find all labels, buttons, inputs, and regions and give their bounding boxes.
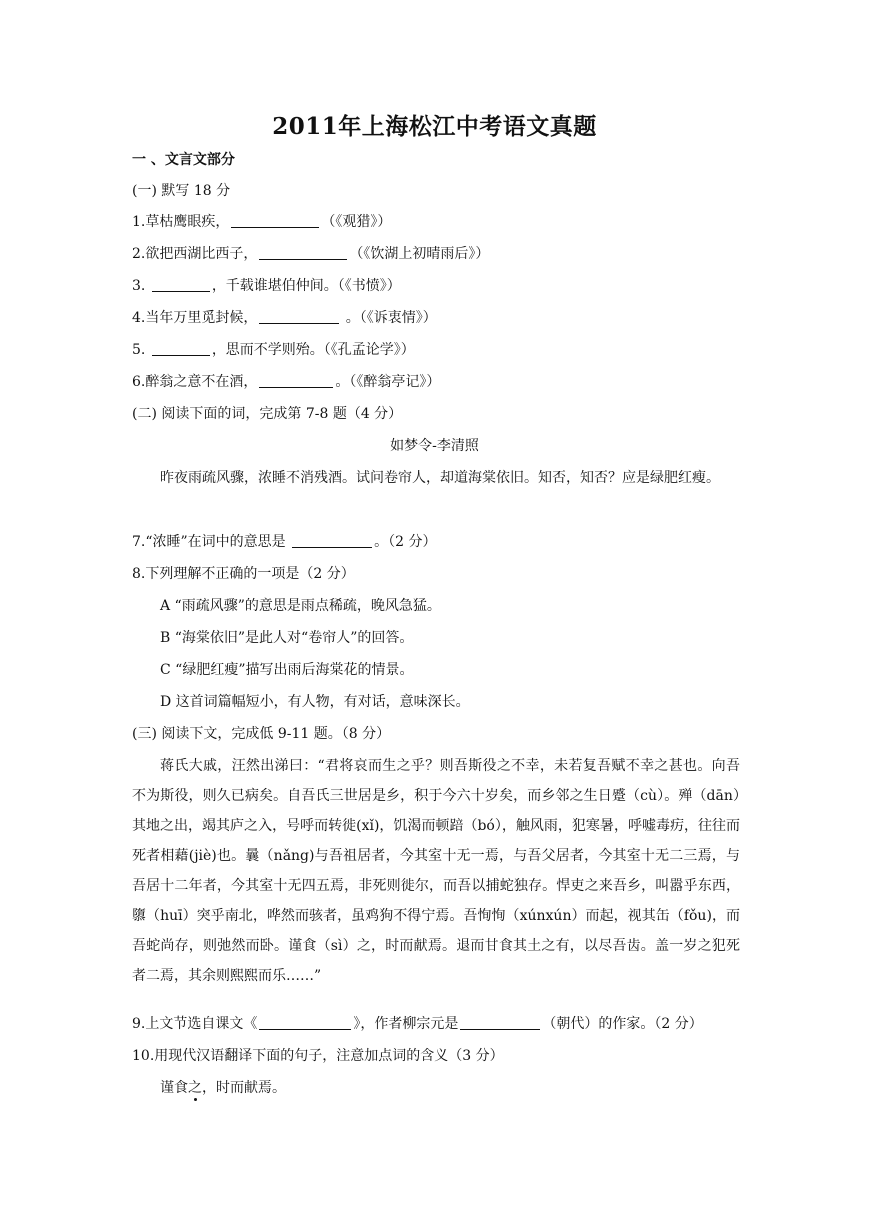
answer-blank [152,341,210,356]
classical-passage: 蒋氏大戚，汪然出涕曰：“君将哀而生之乎？则吾斯役之不幸，未若复吾赋不幸之甚也。向吾不为斯役，则久已病矣。自吾氏三世居是乡，积于今六十岁矣，而乡邻之生日蹙（cù）。殚（dān）其地之出，竭其庐之入，号呼而转徙(xǐ)，饥渴而顿踣（bó），触风雨，犯寒暑，呼嘘毒疠，往往而死者相藉(jiè)也。曩（nǎng)与吾祖居者，今其室十无一焉，与吾父居者，今其室十无二三焉，与吾居十二年者，今其室十无四五焉，非死则徙尔，而吾以捕蛇独存。悍吏之来吾乡，叫嚣乎东西，隳（huī）突乎南北，哗然而骇者，虽鸡狗不得宁焉。吾恂恂（xúnxún）而起，视其缶（fǒu)，而吾蛇尚存，则弛然而卧。谨食（sì）之，时而献焉。退而甘食其土之有，以尽吾齿。盖一岁之犯死者二焉，其余则熙熙而乐……” [132,758,740,984]
question-7 [132,532,436,552]
q7-text-after: 。（2 分） [374,534,437,550]
q4-text-after: 。（《诉衷情》） [341,310,437,326]
q1-text-after: （《观猎》） [321,214,392,230]
question-8: 8.下列理解不正确的一项是（2 分） [132,566,355,582]
q7-text-before: 7.“浓睡”在词中的意思是 [132,534,291,550]
q6-text-after: 。（《醉翁亭记》） [335,374,441,390]
question-1 [132,212,391,232]
question-2 [132,244,489,264]
answer-blank-dynasty [460,1015,540,1030]
part1-heading: (一) 默写 18 分 [132,183,231,199]
question-4 [132,308,437,328]
option-c: C “绿肥红瘦”描写出雨后海棠花的情景。 [160,662,414,678]
section-heading: 一 、文言文部分 [132,152,235,168]
dotted-word: 之 [188,1080,202,1096]
option-a: A “雨疏风骤”的意思是雨点稀疏，晚风急猛。 [160,598,441,614]
q3-text-after: ，千载谁堪伯仲间。（《书愤》） [211,278,401,294]
option-d: D 这首词篇幅短小，有人物，有对话，意味深长。 [160,694,470,710]
question-5 [132,340,415,360]
q5-text-after: ，思而不学则殆。（《孔孟论学》） [211,342,415,358]
q1-text-before: 1.草枯鹰眼疾， [132,214,230,230]
sentence-part-a: 谨食 [160,1080,188,1096]
part2-heading: (二) 阅读下面的词，完成第 7-8 题（4 分） [132,406,403,422]
answer-blank-title [259,1015,351,1030]
q4-text-before: 4.当年万里觅封候， [132,310,258,326]
poem-title: 如梦令-李清照 [390,438,479,454]
sentence-part-b: ，时而献焉。 [202,1080,286,1096]
question-6 [132,372,440,392]
q9-text-1: 9.上文节选自课文《 [132,1016,258,1032]
question-9 [132,1014,703,1034]
answer-blank [231,213,319,228]
answer-blank [259,309,339,324]
poem-text: 昨夜雨疏风骤，浓睡不消残酒。试问卷帘人，却道海棠依旧。知否，知否？应是绿肥红瘦。 [160,470,720,486]
q2-text-before: 2.欲把西湖比西子， [132,246,258,262]
answer-blank [259,373,333,388]
answer-blank [259,245,347,260]
translation-sentence [160,1078,286,1098]
part3-heading: (三) 阅读下文，完成低 9-11 题。（8 分） [132,726,391,742]
q2-text-after: （《饮湖上初晴雨后》） [349,246,490,262]
page-title: 2011年上海松江中考语文真题 [272,113,597,140]
q3-text-before: 3. [132,278,150,294]
answer-blank [292,533,372,548]
q9-text-3: （朝代）的作家。（2 分） [542,1016,703,1032]
question-10: 10.用现代汉语翻译下面的句子，注意加点词的含义（3 分） [132,1048,504,1064]
q5-text-before: 5. [132,342,150,358]
q9-text-2: 》，作者柳宗元是 [353,1016,459,1032]
option-b: B “海棠依旧”是此人对“卷帘人”的回答。 [160,630,414,646]
question-3 [132,276,401,296]
q6-text-before: 6.醉翁之意不在酒， [132,374,258,390]
answer-blank [152,277,210,292]
